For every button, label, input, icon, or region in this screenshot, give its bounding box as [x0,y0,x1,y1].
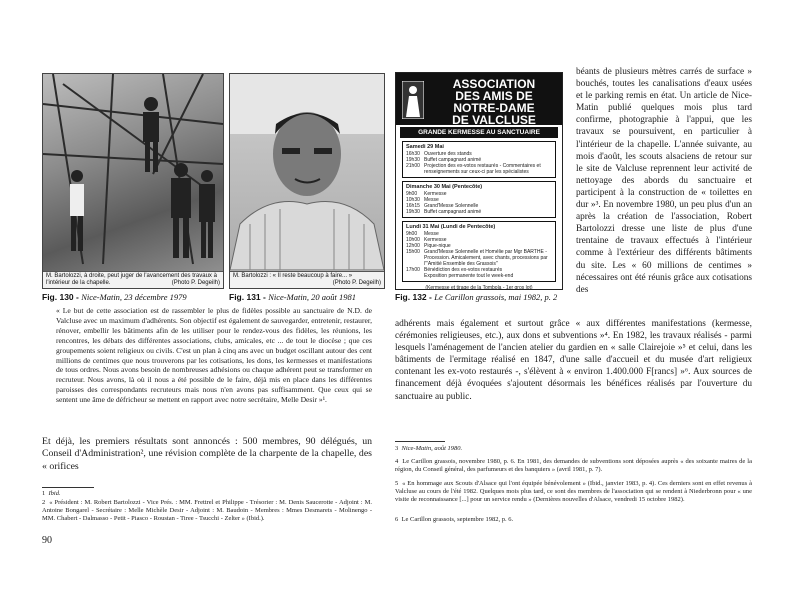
right-body-text: adhérents mais également et surtout grâce « aux différentes manifestations (kermesse, cérémonies religieuses, etc.), aux dons et subventions »⁴. En 1982, les travaux réalisés - parmi lesquels l'aménagement de l'ancien atelier du gardien en « salle Clairejoie »⁵ et celui, dans les bâtiments de l'ermitage réalisé en 1847, d'une salle d'accueil et du musée d'art religieux contenant les ex-voto restaurés -, s'élèvent à « environ 1.400.000 F[rancs] »⁶. Aux sources de financement déjà évoquées s'ajoutent désormais les bénéfices réalisés par l'ouverture du sanctuaire au public. [395,319,752,402]
photo-chapel-works [42,73,224,289]
footnote-4: 4 Le Carillon grassois, novembre 1980, p. 6. En 1981, des demandes de subventions sont déposées auprès « des soixante maires de la région, du Conseil général, des parfumeurs et des banquiers » (avril 1981, p. 7). [395,458,752,473]
footnote-3: 3 Nice-Matin, août 1980. [395,445,463,452]
poster-day-1: Samedi 29 Mai 16h30 Ouverture des stands 19h30 Buffet campagnard animé 21h00 Projection des ex-votos restaurés - Commentaires et renseignements sur ceux-ci par les spécialistes [402,141,556,178]
association-quote: « Le but de cette association est de rassembler le plus de fidèles possible au sanctuaire de N.D. de Valcluse avec un maximum d'adhérents. Son objectif est également de sauvegarder, entretenir, restaurer, rénover, embellir les bâtiments afin de les utiliser pour le rendez-vous des fidèles, les réunions, les rencontres, les débats des différentes associations, clubs, amicales, etc ... de tout le diocèse ; que ces groupements soient religieux ou civils. C'est un plan à cinq ans avec un budget oscillant autour des cent millions de centimes que nous trouverons par les cotisations, les dons, les kermesses et manifestations de tous ordres. Nous avons besoin de nombreuses adhésions ou chaque adhérent peut se transformer en recruteur. Nous avons, là où il nous a été possible de le faire, déjà mis en place dans les différentes paroisses des correspondants recruteurs mais nous n'en avons pas suffisamment. Que ceux qui se sentent une âme de défricheur se mettent en rapport avec notre secrétaire, Melle Desir »¹. [56,306,372,405]
figure-label-132: Fig. 132 - Le Carillon grassois, mai 1982, p. 2 [395,292,558,302]
scaffolding-figures-image [43,74,223,270]
footnote-rule-left [42,487,94,488]
photo-bartolozzi-portrait [229,73,385,289]
photo-caption-130: M. Bartolozzi, à droite, peut juger de l'avancement des travaux à l'intérieur de la chapelle. (Photo P. Degeilh) [43,271,223,288]
left-body-text: Et déjà, les premiers résultats sont annoncés : 500 membres, 90 délégués, un Conseil d'Administration², une révision complète de la charpente de la chapelle, des « orifices [42,436,372,472]
kermesse-poster [395,72,563,290]
footnote-6: 6 Le Carillon grassois, septembre 1982, p. 6. [395,516,514,523]
page-number: 90 [42,535,52,546]
poster-band: GRANDE KERMESSE AU SANCTUAIRE [400,127,558,138]
photo-caption-131: M. Bartolozzi : « Il reste beaucoup à faire... » (Photo P. Degeilh) [230,271,384,288]
footnote-5: 5 « En hommage aux Scouts d'Alsace qui l'ont équipée bénévolement » (Ibid., janvier 1983, p. 4). Ces derniers sont en effet revenus à Valcluse au cours de l'été 1982. Quelques mois plus tard, ce sont des membres de l'association qui se rendent à Niederbronn pour « une visite de reconnaissance [...] pour un service rendu » (Dernières nouvelles d'Alsace, vendredi 15 octobre 1982). [395,480,752,503]
footnote-rule-right [395,441,445,442]
footnote-2: 2 « Président : M. Robert Bartolozzi - Vice Prés. : MM. Frettrel et Philippe - Trésorier : M. Denis Saucerotte - Adjoint : M. Antoine Bongarel - Secrétaire : Melle Michèle Desir - Adjoint : M. Baudoin - Membres : Mmes Desmarets - Molinengo - MM. Chabert - Dalmasso - Petit - Piasco - Roustan - Tiree - Tsucchi - Zelter » (Ibid.). [42,499,372,522]
right-column-text: béants de plusieurs mètres carrés de surface » bouchés, toutes les canalisations d'eaux usées et le parking remis en état. Un article de Nice-Matin publié quelques mois plus tard confirme, photographie à l'appui, que les travaux se poursuivent, en particulier à l'intérieur de la chapelle. L'année suivante, au mois d'août, les scouts alsaciens de retour sur le site de Valcluse reprennent leur activité de nettoyage des abords du sanctuaire et participent à la construction de « toilettes en dur »³. En novembre 1980, un peu plus d'un an après la création de l'association, Robert Bartolozzi dresse une liste de plus d'une trentaine de travaux effectués à l'intérieur comme à l'extérieur des différents bâtiments du site. Les « 60 millions de centimes » nécessaires ont été réunis grâce aux cotisations des [576,67,752,295]
madonna-icon [402,81,424,119]
figure-label-131: Fig. 131 - Nice-Matin, 20 août 1981 [229,292,357,302]
poster-day-3: Lundi 31 Mai (Lundi de Pentecôte) 9h00 Messe 10h00 Kermesse 12h00 Pique-nique 15h00 Grand'Messe Solennelle et Homélie par Mgr BARTHE - Procession. Amicalement, avec chants, processions par l'"Amitié Ensemble des Grassois" 17h00 Bénédiction des ex-votos restaurés Exposition permanente tout le week-end [402,221,556,282]
footnote-1: 1 Ibid. [42,490,61,497]
poster-footer: (Kermesse et tirage de la Tombola - 1er gros lot) [425,285,533,290]
portrait-image [230,74,384,270]
figure-label-130: Fig. 130 - Nice-Matin, 23 décembre 1979 [42,292,187,302]
poster-day-2: Dimanche 30 Mai (Pentecôte) 9h00 Kermesse 10h30 Messe 16h15 Grand'Messe Solennelle 19h30 Buffet campagnard animé [402,181,556,218]
poster-title: ASSOCIATION DES AMIS DE NOTRE-DAME DE VALCLUSE [396,73,562,125]
